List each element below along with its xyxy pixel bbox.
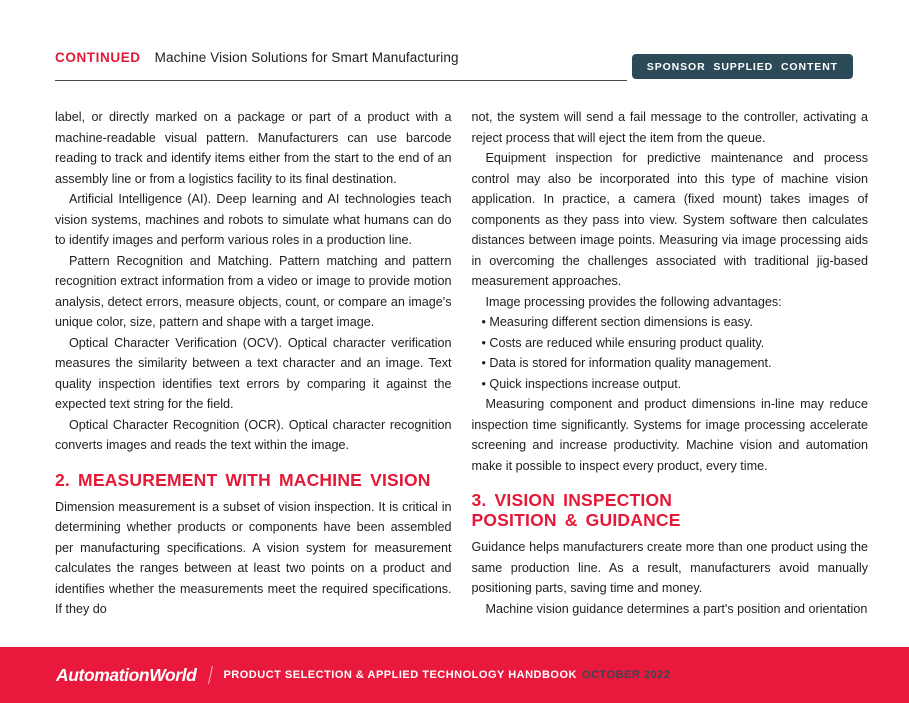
paragraph: Measuring component and product dimensions in-line may reduce inspection time significantly. Systems for image processing accelerate screening and increase productivity. Machine vision and automation make it possible to inspect every product, every time. (471, 397, 868, 473)
paragraph: label, or directly marked on a package or part of a product with a machine-readable visual pattern. Manufacturers can use barcode reading to track and identify items either from the start to the end of an assembly line or from a logistics facility to its final destination. (55, 110, 452, 186)
bullet-item: • Data is stored for information quality management. (481, 356, 772, 370)
handbook-label: PRODUCT SELECTION & APPLIED TECHNOLOGY HANDBOOK (223, 669, 577, 681)
automation-world-logo: AutomationWorld (56, 664, 197, 685)
paragraph: Optical Character Recognition (OCR). Optical character recognition converts images and reads the text within the image. (55, 417, 452, 452)
paragraph: Pattern Recognition and Matching. Pattern matching and pattern recognition extract information from a video or image to provide motion analysis, detect errors, measure objects, count, or compare an image's unique color, size, pattern and shape with a target image. (55, 253, 452, 329)
article-title: Machine Vision Solutions for Smart Manufacturing (154, 50, 459, 65)
heading-line-1: 3. VISION INSPECTION (471, 490, 673, 510)
heading-line-2: POSITION & GUIDANCE (471, 510, 681, 530)
paragraph: Image processing provides the following advantages: (485, 294, 782, 309)
section-heading-measurement: 2. MEASUREMENT WITH MACHINE VISION (55, 469, 431, 490)
bullet-item: • Costs are reduced while ensuring product quality. (481, 335, 765, 350)
sponsor-content-badge: SPONSOR SUPPLIED CONTENT (632, 54, 853, 79)
footer-divider (209, 666, 214, 684)
bullet-item: • Quick inspections increase output. (481, 376, 682, 391)
paragraph: Artificial Intelligence (AI). Deep learning and AI technologies teach vision systems, machines and robots to simulate what humans can do to identify images and perform various roles in a production line. (55, 192, 452, 247)
section-heading-vision-inspection (472, 490, 869, 530)
page-header (55, 50, 853, 73)
header-divider (55, 80, 627, 81)
issue-date: OCTOBER 2022 (582, 669, 671, 681)
continued-label: CONTINUED (55, 50, 141, 65)
paragraph: Guidance helps manufacturers create more than one product using the same production line. As a result, manufacturers avoid manually positioning parts, saving time and money. (471, 540, 868, 595)
left-column (55, 107, 452, 620)
article-body (55, 107, 868, 620)
footer-bar (0, 647, 909, 703)
right-column (472, 107, 869, 620)
paragraph: Machine vision guidance determines a part's position and orientation (485, 601, 868, 616)
bullet-item: • Measuring different section dimensions is easy. (481, 315, 753, 329)
paragraph: Dimension measurement is a subset of vision inspection. It is critical in determining whether products or components have been assembled per manufacturing specifications. A vision system for measurement calculates the ranges between at least two points on a product and identifies whether the measurements meet the required specifications. If they do (55, 499, 452, 616)
paragraph: Optical Character Verification (OCV). Optical character verification measures the similarity between a text character and an image. Text quality inspection identifies text errors by comparing it against the expected text string for the field. (55, 335, 452, 411)
paragraph: Equipment inspection for predictive maintenance and process control may also be incorporated into this type of machine vision application. In practice, a camera (fixed mount) takes images of components as they pass into view. System software then calculates distances between image points. Measuring via image processing aids in overcoming the challenges associated with traditional jig-based measurement approaches. (471, 151, 868, 288)
paragraph: not, the system will send a fail message to the controller, activating a reject process that will eject the item from the queue. (471, 110, 868, 145)
